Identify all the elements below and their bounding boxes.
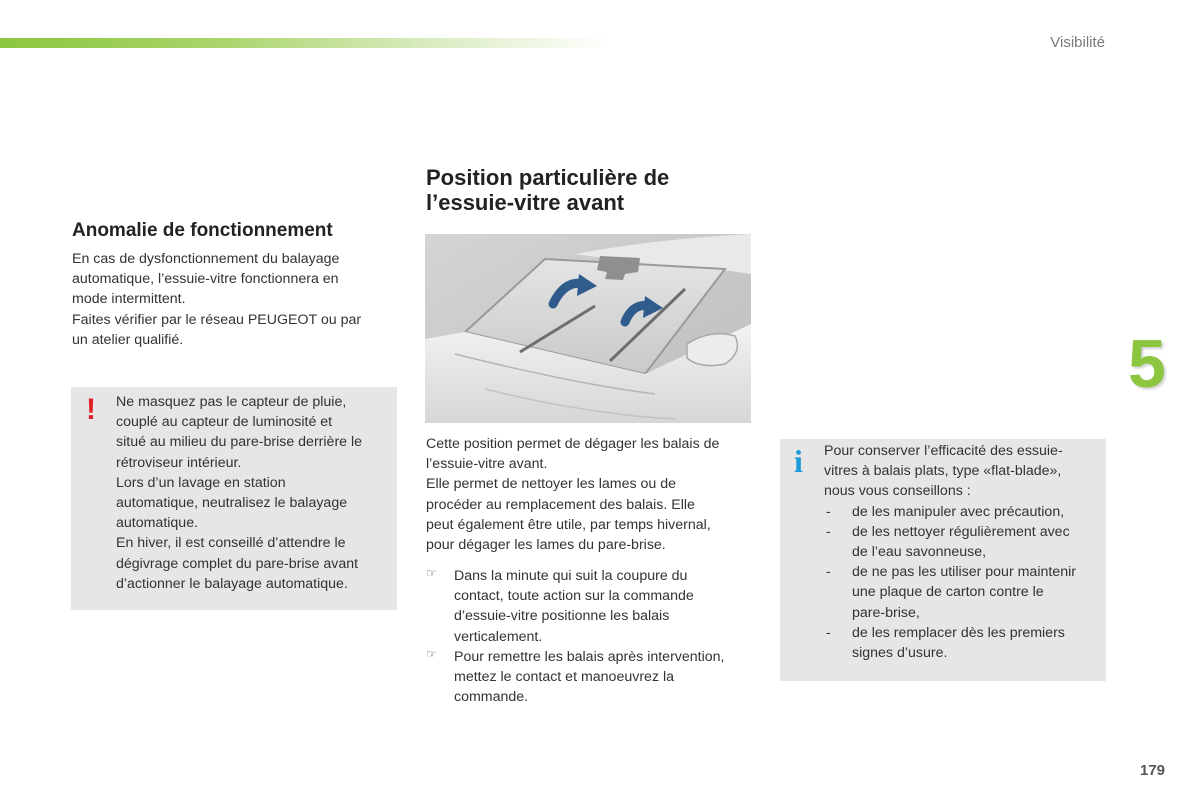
page-title (426, 165, 756, 215)
pointing-hand-icon: ☞ (426, 646, 437, 661)
text-line: verticalement. (454, 628, 543, 645)
text-line: En cas de dysfonctionnement du balayage (72, 251, 340, 267)
text-line: mettez le contact et manoeuvrez la (454, 669, 675, 686)
text-line: Elle permet de nettoyer les lames ou de (426, 476, 676, 493)
text-line: automatique. (116, 515, 199, 532)
text-line: rétroviseur intérieur. (116, 454, 242, 471)
text-line: de les manipuler avec précaution, (852, 503, 1065, 520)
text-line: automatique, l’essuie-vitre fonctionnera en (72, 271, 339, 288)
text-line: couplé au capteur de luminosité et (116, 414, 333, 431)
list-item (824, 562, 1099, 623)
dash-bullet: - (826, 523, 831, 540)
text-line: un atelier qualifié. (72, 331, 184, 348)
text-line: contact, toute action sur la commande (454, 588, 694, 605)
text-line: de l’eau savonneuse, (852, 544, 987, 561)
text-line: signes d’usure. (852, 645, 948, 662)
warning-text (116, 392, 391, 594)
page-number: 179 (1140, 762, 1166, 779)
text-line: peut également être utile, par temps hivernal, (426, 516, 711, 533)
list-item (824, 623, 1099, 663)
text-line: Cette position permet de dégager les balais de (426, 436, 720, 452)
car-windscreen-image (425, 234, 751, 423)
header-accent-bar (0, 38, 610, 48)
text-line: commande. (454, 689, 529, 706)
text-line: de les nettoyer régulièrement avec (852, 523, 1070, 540)
info-text (824, 441, 1099, 663)
text-line: Pour conserver l’efficacité des essuie- (824, 443, 1063, 459)
instruction-list (426, 566, 756, 707)
text-line: pare-brise, (852, 604, 920, 621)
warning-box (71, 387, 397, 610)
title-line: l’essuie-vitre avant (426, 190, 625, 215)
text-line: automatique, neutralisez le balayage (116, 495, 348, 512)
text-line: de les remplacer dès les premiers (852, 624, 1065, 641)
section-heading-malfunction: Anomalie de fonctionnement (72, 220, 333, 241)
info-icon: i (794, 443, 803, 479)
text-line: dégivrage complet du pare-brise avant (116, 555, 359, 572)
text-line: l’essuie-vitre avant. (426, 456, 548, 473)
text-line: procéder au remplacement des balais. Elle (426, 496, 695, 513)
malfunction-paragraph (72, 249, 392, 350)
info-box (780, 439, 1106, 681)
text-line: d’essuie-vitre positionne les balais (454, 608, 670, 625)
list-item (824, 522, 1099, 562)
text-line: En hiver, il est conseillé d’attendre le (116, 535, 346, 552)
maintenance-position-paragraph (426, 434, 751, 555)
text-line: mode intermittent. (72, 291, 186, 308)
section-title: Visibilité (1050, 34, 1105, 51)
list-item (426, 566, 756, 647)
text-line: situé au milieu du pare-brise derrière le (116, 434, 363, 451)
text-line: Dans la minute qui suit la coupure du (454, 568, 688, 584)
pointing-hand-icon: ☞ (426, 566, 437, 580)
warning-exclamation-icon: ! (86, 393, 96, 426)
text-line: Faites vérifier par le réseau PEUGEOT ou par (72, 311, 362, 328)
text-line: d’actionner le balayage automatique. (116, 575, 348, 592)
chapter-number: 5 (1128, 326, 1166, 402)
windscreen-wiper-illustration (425, 234, 751, 423)
dash-bullet: - (826, 564, 831, 581)
title-line: Position particulière de (426, 165, 670, 190)
dash-bullet: - (826, 624, 831, 641)
text-line: vitres à balais plats, type «flat-blade», (824, 463, 1062, 480)
text-line: nous vous conseillons : (824, 483, 971, 500)
text-line: de ne pas les utiliser pour maintenir (852, 564, 1076, 581)
text-line: Ne masquez pas le capteur de pluie, (116, 394, 347, 410)
text-line: Pour remettre les balais après intervention, (454, 648, 725, 665)
text-line: une plaque de carton contre le (852, 584, 1044, 601)
text-line: Lors d’un lavage en station (116, 474, 286, 491)
list-item (824, 502, 1099, 522)
list-item (426, 647, 756, 708)
dash-bullet: - (826, 503, 831, 520)
text-line: pour dégager les lames du pare-brise. (426, 537, 666, 554)
